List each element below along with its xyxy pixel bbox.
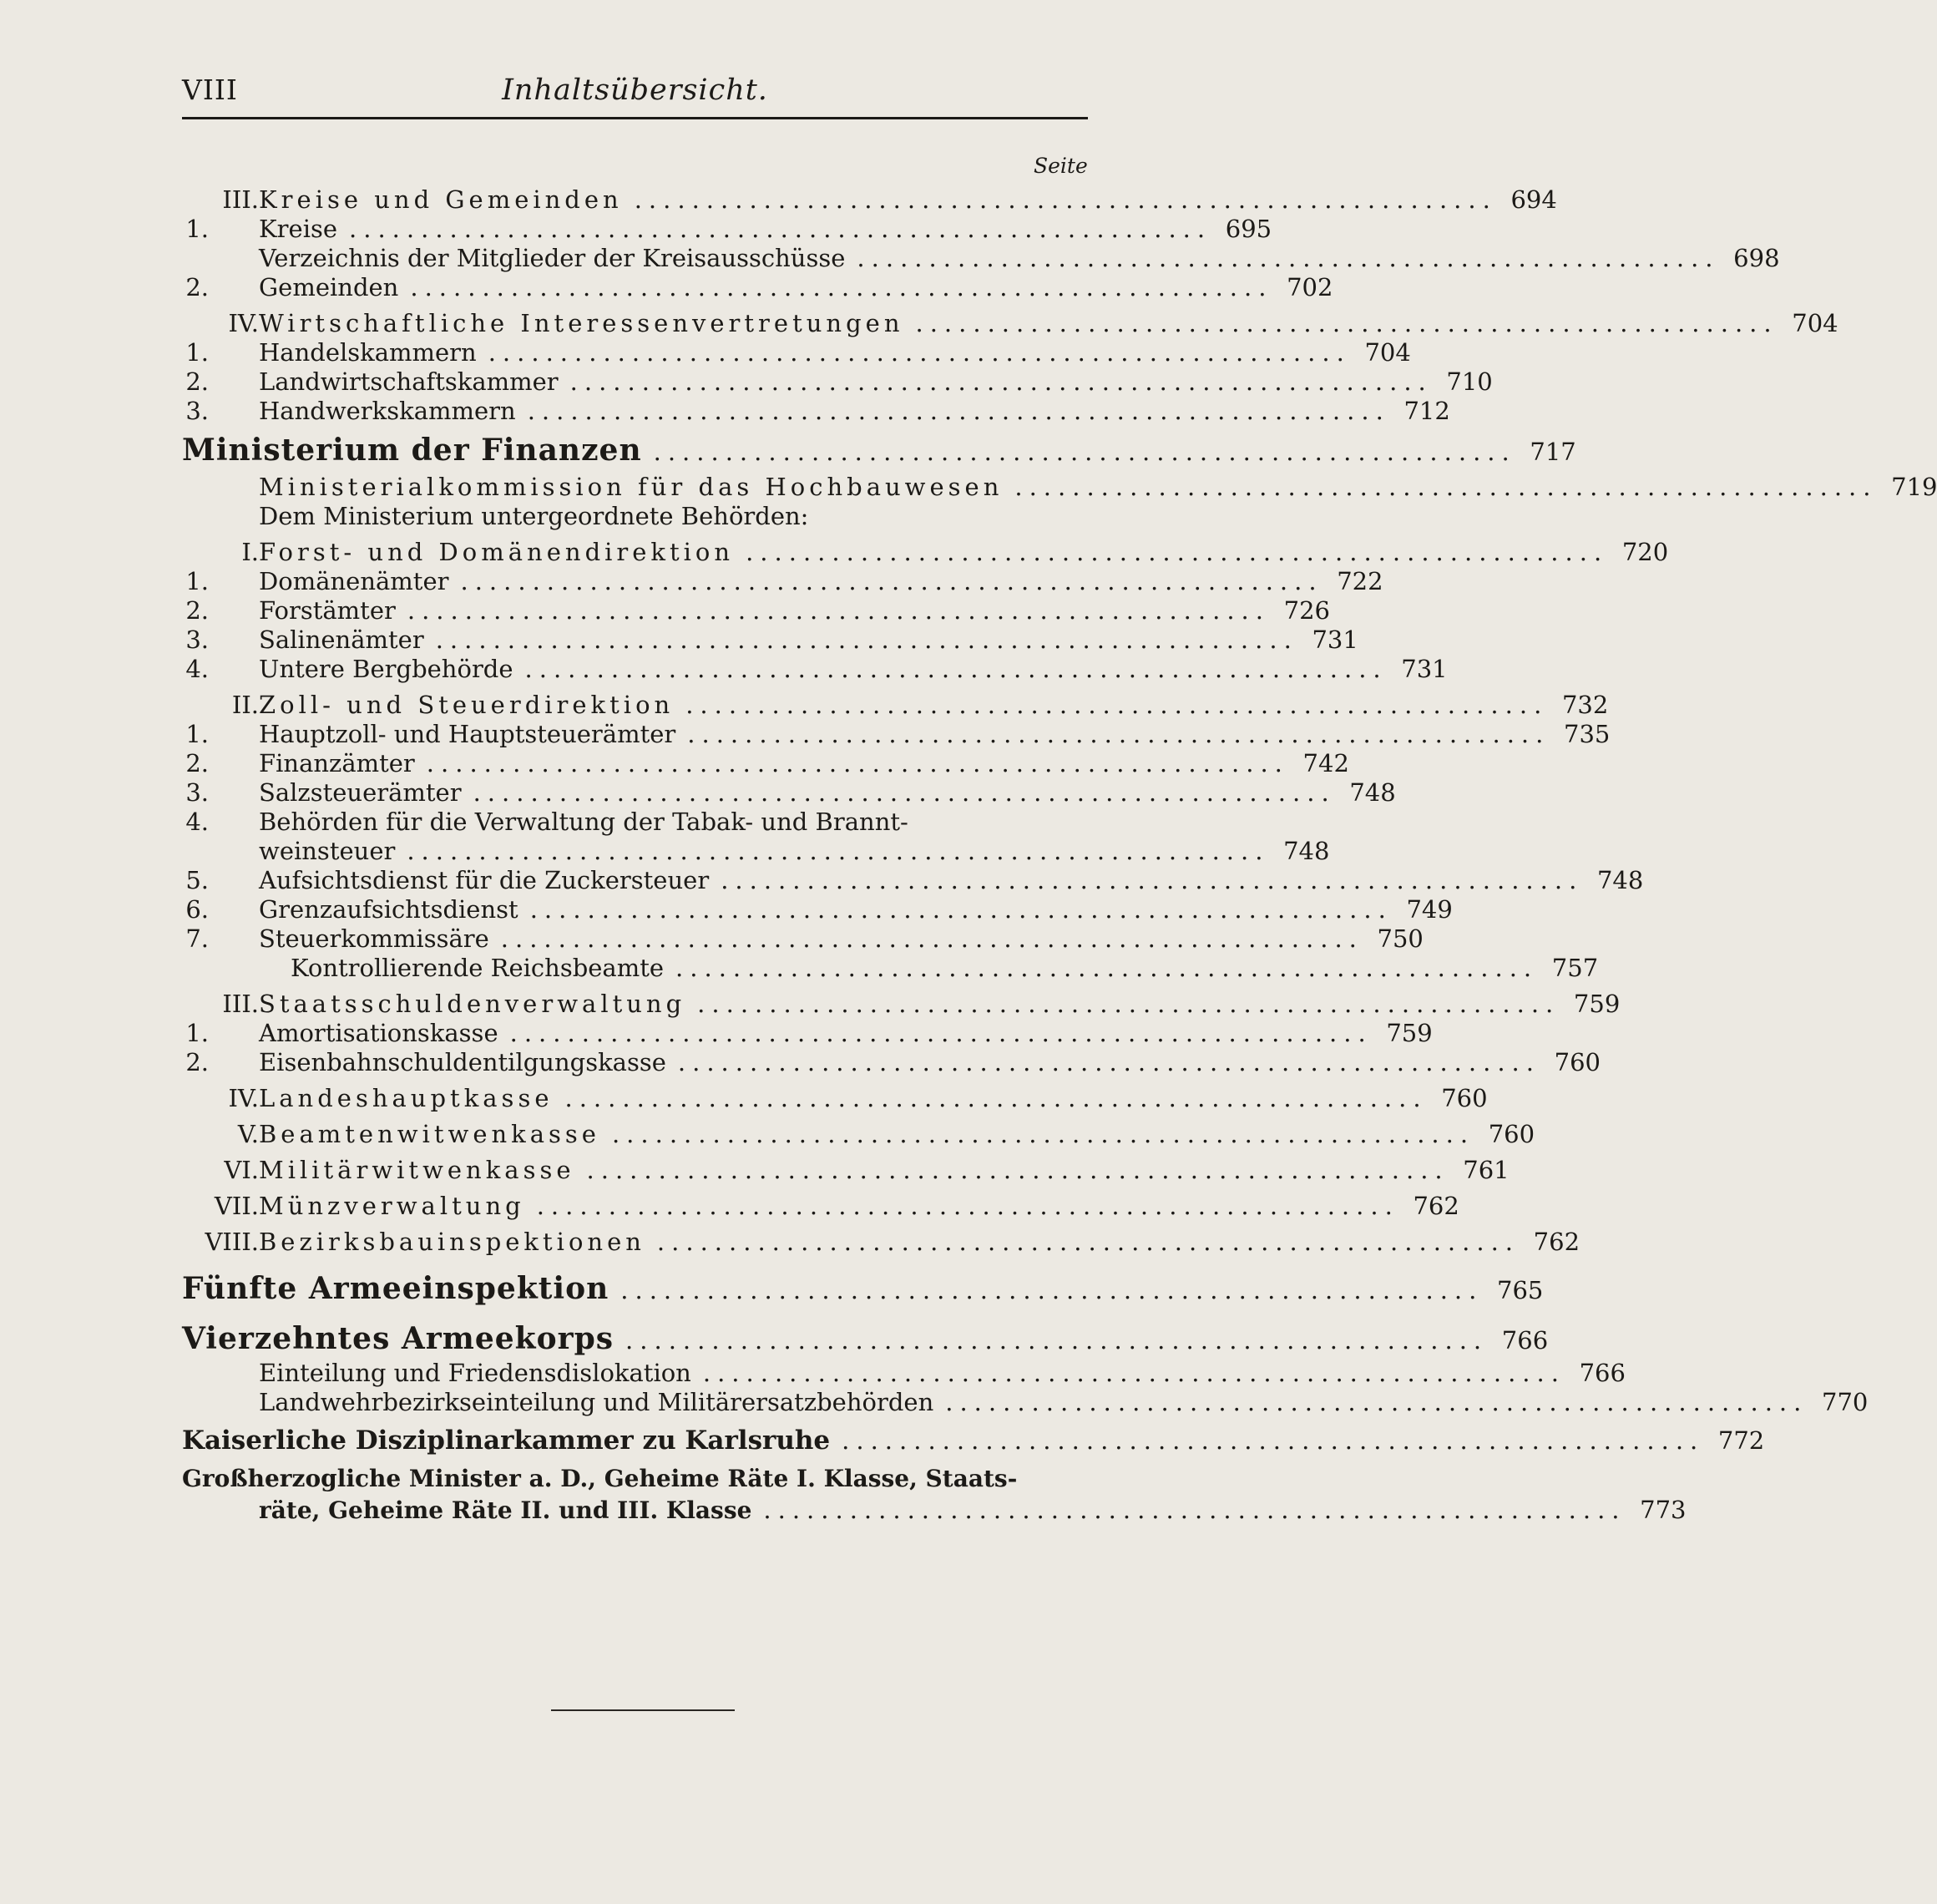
dot-leader: ............................................................ bbox=[634, 185, 1497, 214]
dot-leader: ............................................................ bbox=[1014, 473, 1878, 501]
dot-leader: ............................................................ bbox=[675, 954, 1539, 982]
entry-number: 1. bbox=[185, 215, 209, 243]
entry-number: 2. bbox=[185, 1048, 209, 1076]
dot-leader: ............................................................ bbox=[524, 655, 1388, 683]
toc-entry bbox=[182, 749, 1349, 778]
toc-entry bbox=[182, 473, 1937, 502]
toc-entry bbox=[182, 691, 1609, 720]
entry-number: IV. bbox=[228, 309, 259, 337]
entry-title: Landwirtschaftskammer bbox=[259, 367, 559, 396]
entry-page: 720 bbox=[1621, 538, 1669, 566]
toc-entry bbox=[182, 185, 1557, 215]
entry-title: Hauptzoll- und Hauptsteuerämter bbox=[259, 720, 676, 748]
section-title: räte, Geheime Räte II. und III. Klasse bbox=[259, 1496, 752, 1524]
entry-page: 719 bbox=[1891, 473, 1937, 501]
entry-page: 742 bbox=[1302, 749, 1349, 777]
section-title: Ministerium der Finanzen bbox=[182, 433, 642, 468]
entry-title: Kreise und Gemeinden bbox=[259, 185, 623, 214]
entry-title: Militärwitwenkasse bbox=[259, 1156, 575, 1184]
dot-leader: ............................................................ bbox=[945, 1388, 1808, 1416]
entry-page: 772 bbox=[1717, 1426, 1765, 1455]
dot-leader: ............................................................ bbox=[697, 990, 1560, 1018]
dot-leader: ............................................................ bbox=[586, 1156, 1449, 1184]
dot-leader: ............................................................ bbox=[564, 1084, 1428, 1112]
entry-number: VI. bbox=[224, 1156, 259, 1184]
entry-title: Forstämter bbox=[259, 596, 396, 625]
toc-entry bbox=[182, 655, 1448, 684]
dot-leader: ............................................................ bbox=[620, 1276, 1484, 1304]
entry-number: 1. bbox=[185, 720, 209, 748]
entry-title: Beamtenwitwenkasse bbox=[259, 1120, 600, 1148]
entry-page: 748 bbox=[1349, 778, 1396, 807]
entry-page: 760 bbox=[1554, 1048, 1601, 1076]
entry-page: 748 bbox=[1596, 866, 1644, 894]
dot-leader: ............................................................ bbox=[685, 691, 1549, 719]
entry-number: 6. bbox=[185, 895, 209, 924]
entry-number: II. bbox=[231, 691, 259, 719]
entry-page: 695 bbox=[1225, 215, 1272, 243]
toc-entry bbox=[182, 1084, 1488, 1113]
dot-leader: ............................................................ bbox=[721, 866, 1584, 894]
entry-title: Salzsteuerämter bbox=[259, 778, 462, 807]
dot-leader: ............................................................ bbox=[915, 309, 1778, 337]
entry-page: 773 bbox=[1640, 1496, 1687, 1524]
dot-leader: ............................................................ bbox=[611, 1120, 1475, 1148]
entry-title: Verzeichnis der Mitglieder der Kreisausschüsse bbox=[259, 244, 846, 272]
entry-number: 3. bbox=[185, 397, 209, 425]
dot-leader: ............................................................ bbox=[687, 720, 1550, 748]
entry-page: 732 bbox=[1561, 691, 1609, 719]
entry-title: Steuerkommissäre bbox=[259, 924, 489, 953]
entry-number: V. bbox=[237, 1120, 259, 1148]
entry-title: Gemeinden bbox=[259, 273, 399, 301]
entry-page: 759 bbox=[1386, 1019, 1433, 1047]
entry-title: Münzverwaltung bbox=[259, 1192, 525, 1220]
dot-leader: ............................................................ bbox=[653, 438, 1516, 466]
entry-number: 7. bbox=[185, 924, 209, 953]
entry-number: 2. bbox=[185, 596, 209, 625]
entry-number: 2. bbox=[185, 273, 209, 301]
toc-entry bbox=[182, 1228, 1580, 1257]
toc-section-heading bbox=[182, 1494, 1687, 1526]
dot-leader: ............................................................ bbox=[410, 273, 1273, 301]
toc-entry bbox=[182, 215, 1272, 244]
toc-entry bbox=[182, 338, 1411, 367]
entry-title: Zoll- und Steuerdirektion bbox=[259, 691, 675, 719]
entry-number: 4. bbox=[185, 655, 209, 683]
section-title: Kaiserliche Disziplinarkammer zu Karlsruhe bbox=[182, 1425, 831, 1456]
entry-title: Landeshauptkasse bbox=[259, 1084, 554, 1112]
toc-entry bbox=[182, 567, 1383, 596]
entry-page: 760 bbox=[1488, 1120, 1535, 1148]
toc-entry bbox=[182, 1048, 1601, 1077]
entry-number: 3. bbox=[185, 778, 209, 807]
dot-leader: ............................................................ bbox=[536, 1192, 1399, 1220]
dot-leader: ............................................................ bbox=[625, 1326, 1489, 1355]
toc-entry bbox=[182, 837, 1330, 866]
page-number: VIII bbox=[182, 73, 238, 106]
entry-page: 710 bbox=[1446, 367, 1493, 396]
dot-leader: ............................................................ bbox=[349, 215, 1212, 243]
page-header bbox=[182, 73, 1088, 115]
dot-leader: ............................................................ bbox=[527, 397, 1390, 425]
toc-entry bbox=[182, 1019, 1433, 1048]
entry-page: 731 bbox=[1312, 625, 1358, 654]
entry-title: Ministerialkommission für das Hochbauwesen bbox=[259, 473, 1004, 501]
entry-page: 726 bbox=[1283, 596, 1330, 625]
toc-entry bbox=[182, 244, 1780, 273]
entry-page: 702 bbox=[1287, 273, 1333, 301]
entry-number: VII. bbox=[214, 1192, 259, 1220]
dot-leader: ............................................................ bbox=[460, 567, 1323, 595]
toc-entry bbox=[182, 1120, 1535, 1149]
entry-page: 735 bbox=[1564, 720, 1611, 748]
entry-title: Dem Ministerium untergeordnete Behörden: bbox=[259, 502, 809, 530]
entry-title: Finanzämter bbox=[259, 749, 415, 777]
entry-title: Einteilung und Friedensdislokation bbox=[259, 1359, 691, 1387]
dot-leader: ............................................................ bbox=[569, 367, 1433, 396]
entry-page: 766 bbox=[1501, 1326, 1549, 1355]
toc-entry bbox=[182, 895, 1453, 924]
entry-number: VIII. bbox=[205, 1228, 259, 1256]
dot-leader: ............................................................ bbox=[426, 749, 1289, 777]
dot-leader: ............................................................ bbox=[500, 924, 1363, 953]
entry-number: III. bbox=[222, 185, 259, 214]
entry-page: 765 bbox=[1497, 1276, 1544, 1304]
dot-leader: ............................................................ bbox=[435, 625, 1298, 654]
page-column-label: Seite bbox=[1034, 154, 1088, 178]
entry-number: 4. bbox=[185, 808, 209, 836]
entry-page: 722 bbox=[1337, 567, 1383, 595]
entry-page: 748 bbox=[1283, 837, 1330, 865]
dot-leader: ............................................................ bbox=[488, 338, 1351, 367]
entry-page: 762 bbox=[1533, 1228, 1580, 1256]
entry-number: 1. bbox=[185, 1019, 209, 1047]
entry-title: Landwehrbezirkseinteilung und Militärersatzbehörden bbox=[259, 1388, 934, 1416]
toc-entry bbox=[182, 808, 1094, 837]
entry-title: Kontrollierende Reichsbeamte bbox=[291, 954, 665, 982]
entry-page: 760 bbox=[1441, 1084, 1488, 1112]
dot-leader: ............................................................ bbox=[857, 244, 1720, 272]
toc-entry bbox=[182, 720, 1611, 749]
toc-section-heading bbox=[182, 1268, 1544, 1309]
section-title: Fünfte Armeeinspektion bbox=[182, 1271, 609, 1306]
entry-page: 750 bbox=[1377, 924, 1424, 953]
entry-number: 2. bbox=[185, 749, 209, 777]
toc-entry bbox=[182, 397, 1450, 426]
entry-page: 761 bbox=[1463, 1156, 1510, 1184]
toc-section-heading bbox=[182, 1462, 1094, 1494]
toc-entry bbox=[182, 1359, 1626, 1388]
entry-page: 749 bbox=[1406, 895, 1453, 924]
header-rule bbox=[182, 117, 1088, 119]
entry-page: 731 bbox=[1401, 655, 1448, 683]
toc-entry bbox=[182, 502, 1094, 531]
toc-entry bbox=[182, 596, 1330, 625]
entry-number: I. bbox=[241, 538, 259, 566]
entry-number: 5. bbox=[185, 866, 209, 894]
entry-title: Eisenbahnschuldentilgungskasse bbox=[259, 1048, 666, 1076]
toc-section-heading bbox=[182, 431, 1576, 469]
dot-leader: ............................................................ bbox=[529, 895, 1393, 924]
entry-page: 717 bbox=[1530, 438, 1576, 466]
entry-page: 757 bbox=[1551, 954, 1599, 982]
entry-number: 1. bbox=[185, 338, 209, 367]
toc-entry bbox=[182, 625, 1358, 655]
entry-title: Salinenämter bbox=[259, 625, 424, 654]
entry-title: Handwerkskammern bbox=[259, 397, 516, 425]
dot-leader: ............................................................ bbox=[702, 1359, 1565, 1387]
toc-entry bbox=[182, 924, 1424, 954]
section-title: Großherzogliche Minister a. D., Geheime Räte I. Klasse, Staats- bbox=[182, 1465, 1018, 1492]
dot-leader: ............................................................ bbox=[407, 837, 1270, 865]
dot-leader: ............................................................ bbox=[656, 1228, 1520, 1256]
entry-number: III. bbox=[222, 990, 259, 1018]
entry-title: Domänenämter bbox=[259, 567, 449, 595]
entry-title: Kreise bbox=[259, 215, 338, 243]
entry-title: Bezirksbauinspektionen bbox=[259, 1228, 645, 1256]
entry-page: 698 bbox=[1733, 244, 1780, 272]
entry-page: 770 bbox=[1822, 1388, 1869, 1416]
entry-number: IV. bbox=[228, 1084, 259, 1112]
toc-section-heading bbox=[182, 1319, 1549, 1359]
dot-leader: ............................................................ bbox=[509, 1019, 1373, 1047]
toc-entry bbox=[182, 990, 1621, 1019]
entry-page: 766 bbox=[1579, 1359, 1626, 1387]
toc-entry bbox=[182, 367, 1493, 397]
dot-leader: ............................................................ bbox=[407, 596, 1270, 625]
entry-title: Grenzaufsichtsdienst bbox=[259, 895, 518, 924]
dot-leader: ............................................................ bbox=[763, 1496, 1626, 1524]
toc-section-heading bbox=[182, 1424, 1765, 1457]
dot-leader: ............................................................ bbox=[842, 1426, 1705, 1455]
entry-title: Amortisationskasse bbox=[259, 1019, 498, 1047]
entry-page: 694 bbox=[1510, 185, 1557, 214]
entry-title: Untere Bergbehörde bbox=[259, 655, 513, 683]
entry-title: Behörden für die Verwaltung der Tabak- und Brannt- bbox=[259, 808, 908, 836]
toc-entry bbox=[182, 1156, 1510, 1185]
entry-number: 2. bbox=[185, 367, 209, 396]
table-of-contents bbox=[182, 179, 1937, 1526]
toc-entry bbox=[182, 866, 1644, 895]
closing-rule bbox=[551, 1709, 735, 1711]
dot-leader: ............................................................ bbox=[473, 778, 1336, 807]
toc-entry bbox=[182, 778, 1396, 808]
section-title: Vierzehntes Armeekorps bbox=[182, 1321, 614, 1356]
entry-title: Wirtschaftliche Interessenvertretungen bbox=[259, 309, 904, 337]
entry-number: 3. bbox=[185, 625, 209, 654]
dot-leader: ............................................................ bbox=[746, 538, 1609, 566]
toc-entry bbox=[182, 1388, 1869, 1417]
running-title: Inhaltsübersicht. bbox=[502, 73, 768, 107]
entry-title: weinsteuer bbox=[259, 837, 396, 865]
toc-entry bbox=[182, 954, 1599, 983]
entry-page: 712 bbox=[1403, 397, 1450, 425]
toc-entry bbox=[182, 273, 1333, 302]
entry-title: Aufsichtsdienst für die Zuckersteuer bbox=[259, 866, 710, 894]
dot-leader: ............................................................ bbox=[677, 1048, 1540, 1076]
toc-entry bbox=[182, 538, 1669, 567]
entry-title: Handelskammern bbox=[259, 338, 477, 367]
entry-title: Staatsschuldenverwaltung bbox=[259, 990, 686, 1018]
entry-title: Forst- und Domänendirektion bbox=[259, 538, 735, 566]
entry-page: 762 bbox=[1413, 1192, 1459, 1220]
toc-entry bbox=[182, 1192, 1459, 1221]
entry-page: 759 bbox=[1573, 990, 1621, 1018]
toc-entry bbox=[182, 309, 1838, 338]
entry-page: 704 bbox=[1792, 309, 1838, 337]
entry-number: 1. bbox=[185, 567, 209, 595]
entry-page: 704 bbox=[1364, 338, 1411, 367]
